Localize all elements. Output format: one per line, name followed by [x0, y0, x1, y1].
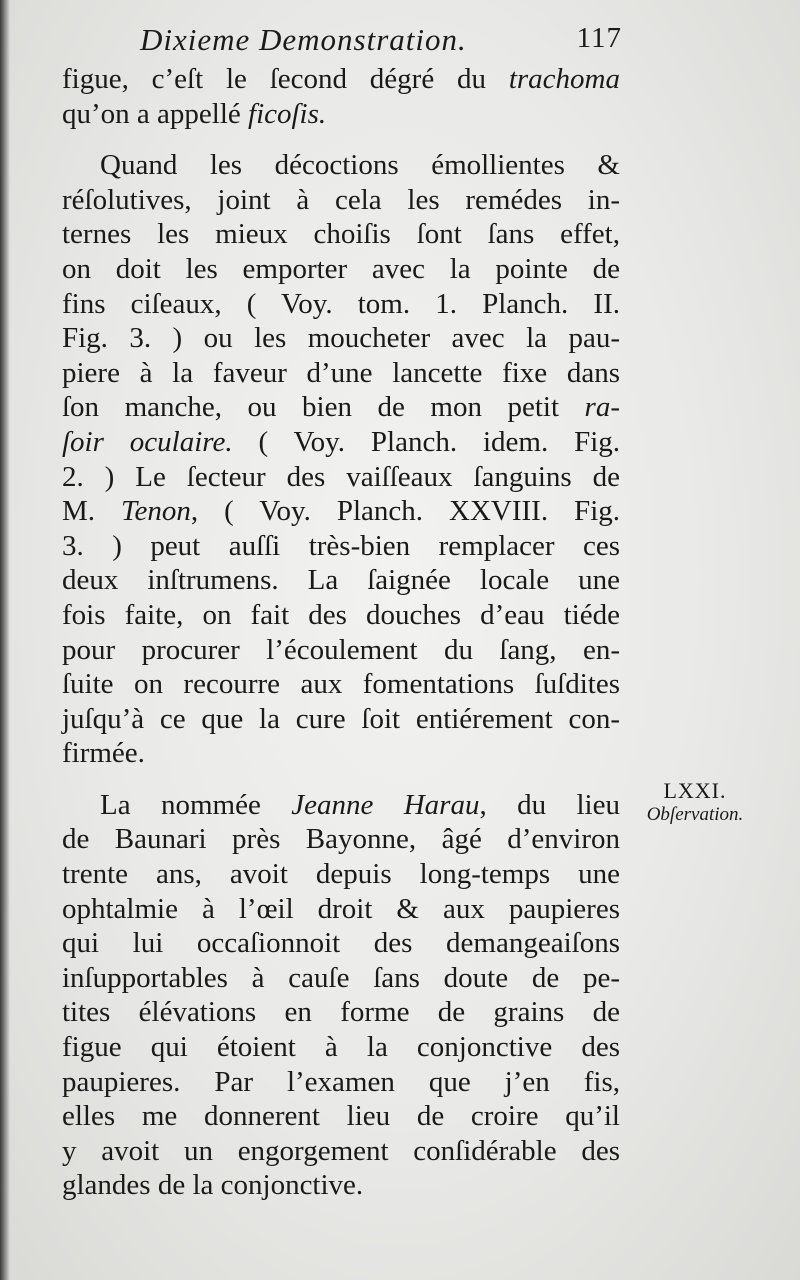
text-line: de Baunari près Bayonne, âgé d’environ: [62, 823, 620, 856]
paragraph: [62, 788, 620, 1203]
text-line: ternes les mieux choiſis ſont ſans effet,: [62, 218, 620, 251]
text-line: qu’on a appellé ficoſis.: [62, 97, 327, 130]
text-line: pour procurer l’écoulement du ſang, en-: [62, 633, 620, 666]
paragraph-gap: [62, 131, 620, 148]
page-header: [140, 22, 630, 62]
text-line: on doit les emporter avec la pointe de: [62, 252, 620, 285]
page-gutter-shadow: [0, 0, 10, 1280]
text-line: 3. ) peut auſſi très-bien remplacer ces: [62, 529, 620, 562]
margin-note: [635, 778, 755, 826]
observation-number: LXXI.: [663, 778, 727, 803]
text-line: 2. ) Le ſecteur des vaiſſeaux ſanguins de: [62, 460, 620, 493]
text-line: ſon manche, ou bien de mon petit ra-: [62, 391, 620, 424]
text-line: fins ciſeaux, ( Voy. tom. 1. Planch. II.: [62, 287, 620, 320]
text-line: ophtalmie à l’œil droit & aux paupieres: [62, 892, 620, 925]
text-line: deux inſtrumens. La ſaignée locale une: [62, 564, 620, 597]
text-line: tites élévations en forme de grains de: [62, 996, 620, 1029]
text-line: piere à la faveur d’une lancette fixe dans: [62, 356, 620, 389]
text-line: qui lui occaſionnoit des demangeaiſons: [62, 927, 620, 960]
text-line: firmée.: [62, 737, 145, 770]
text-line: figue, c’eſt le ſecond dégré du trachoma: [62, 63, 620, 95]
text-line: M. Tenon, ( Voy. Planch. XXVIII. Fig.: [62, 495, 620, 528]
text-line: y avoit un engorgement conſidérable des: [62, 1134, 620, 1167]
text-line: ſoir oculaire. ( Voy. Planch. idem. Fig.: [62, 425, 620, 458]
body-text: [62, 62, 620, 1203]
page-number: 117: [576, 22, 622, 54]
running-head: Dixieme Demonstration.: [140, 22, 467, 57]
text-line: paupieres. Par l’examen que j’en fis,: [62, 1065, 620, 1098]
observation-label: Obſervation.: [646, 804, 744, 825]
text-line: figue qui étoient à la conjonctive des: [62, 1031, 620, 1064]
text-line: inſupportables à cauſe ſans doute de pe-: [62, 961, 620, 994]
text-line: glandes de la conjonctive.: [62, 1169, 364, 1202]
text-line: juſqu’à ce que la cure ſoit entiérement con-: [62, 702, 620, 735]
paragraph: [62, 62, 620, 131]
text-line: réſolutives, joint à cela les remédes in-: [62, 183, 620, 216]
text-line: ſuite on recourre aux fomentations ſuſdites: [62, 668, 620, 701]
text-line: fois faite, on fait des douches d’eau tiéde: [62, 598, 620, 631]
text-line: trente ans, avoit depuis long-temps une: [62, 858, 620, 891]
text-line: La nommée Jeanne Harau, du lieu: [100, 788, 620, 821]
text-line: elles me donnerent lieu de croire qu’il: [62, 1100, 620, 1133]
paragraph-gap: [62, 771, 620, 788]
paragraph: [62, 148, 620, 771]
text-line: Fig. 3. ) ou les moucheter avec la pau-: [62, 322, 620, 355]
text-line: Quand les décoctions émollientes &: [100, 149, 620, 182]
